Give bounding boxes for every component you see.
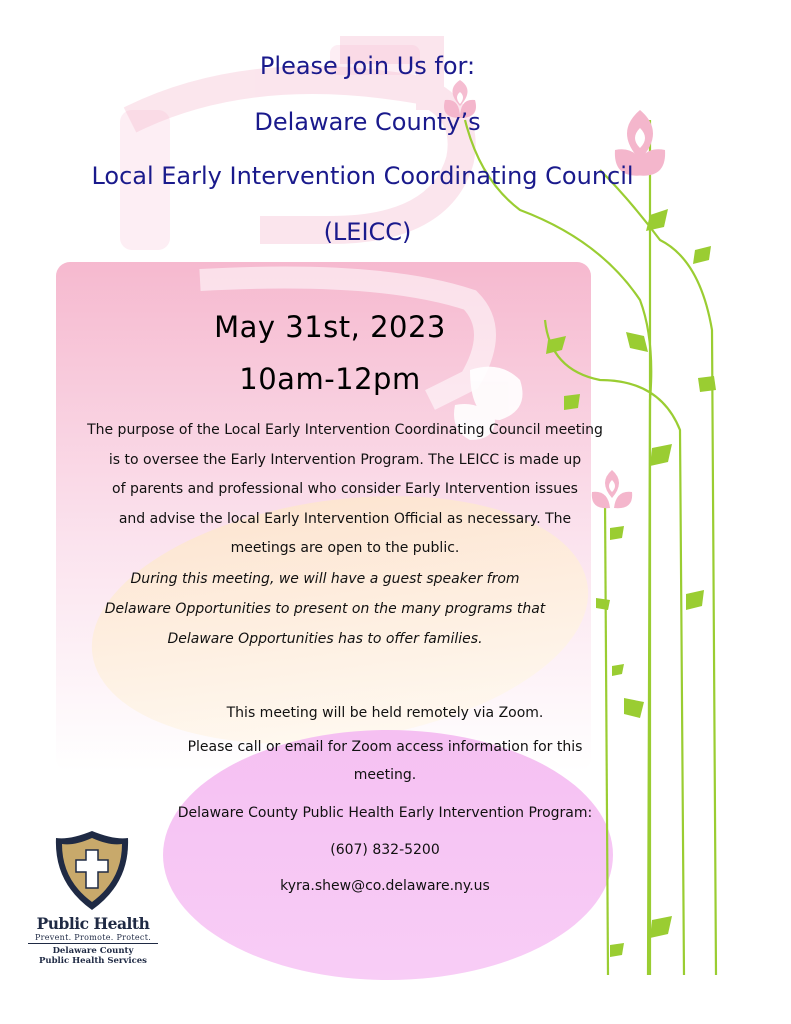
header-line-acronym: (LEICC) [323, 218, 412, 246]
speaker-note [20, 564, 630, 654]
header-line-invite: Please Join Us for: [259, 52, 476, 80]
event-time: 10am-12pm [239, 362, 421, 396]
description-line: of parents and professional who consider Early Intervention issues [112, 481, 578, 497]
speaker-note-line: During this meeting, we will have a guest speaker from [130, 571, 520, 587]
email-address[interactable]: kyra.shew@co.delaware.ny.us [280, 878, 490, 894]
event-date: May 31st, 2023 [214, 310, 446, 344]
call-note-line-1: Please call or email for Zoom access information for this [187, 739, 583, 755]
description-paragraph [40, 416, 650, 564]
speaker-note-line: Delaware Opportunities to present on the many programs that [104, 601, 546, 617]
speaker-note-line: Delaware Opportunities has to offer families. [167, 631, 483, 647]
description-line: The purpose of the Local Early Intervention Coordinating Council meeting [87, 422, 603, 438]
description-line: is to oversee the Early Intervention Program. The LEICC is made up [108, 451, 582, 468]
phone-number[interactable]: (607) 832-5200 [330, 842, 440, 858]
header-line-county: Delaware County’s [254, 108, 481, 136]
header-line-council: Local Early Intervention Coordinating Council [91, 162, 634, 190]
description-line: meetings are open to the public. [230, 540, 460, 556]
logo-org-line-1: Delaware County [52, 946, 134, 956]
remote-note: This meeting will be held remotely via Zoom. [226, 705, 544, 721]
logo-tagline: Prevent. Promote. Protect. [28, 933, 158, 944]
logo-org-line-2: Public Health Services [39, 956, 147, 966]
description-line: and advise the local Early Intervention Official as necessary. The [118, 510, 572, 527]
program-name: Delaware County Public Health Early Intervention Program: [177, 805, 593, 821]
call-note-line-2: meeting. [353, 767, 417, 783]
shield-icon [52, 828, 132, 914]
logo-title: Public Health [36, 914, 150, 933]
